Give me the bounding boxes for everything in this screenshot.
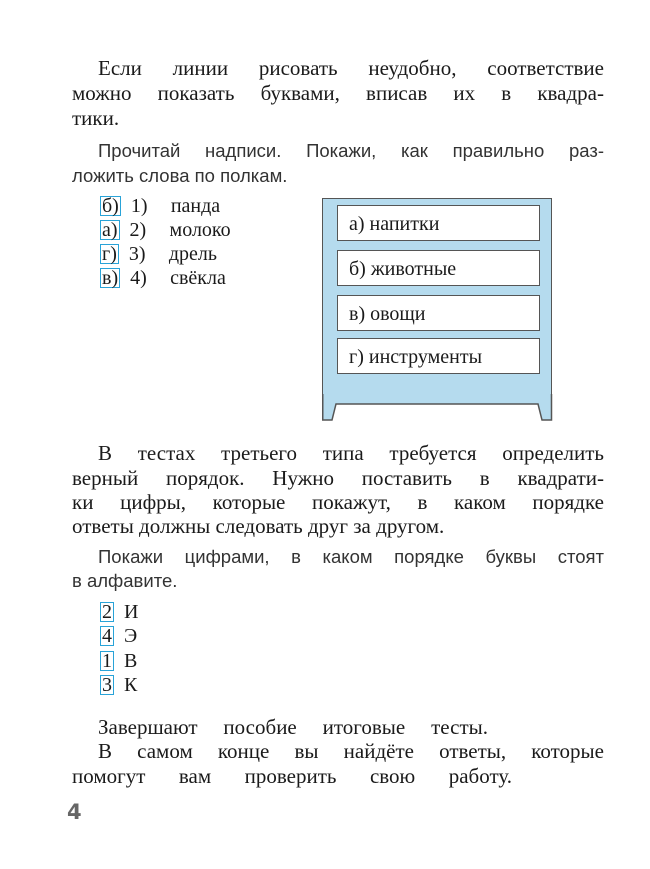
match-item — [100, 267, 226, 289]
answer-box[interactable]: 4 — [102, 625, 112, 647]
match-item — [100, 219, 231, 241]
text-line: помогут вам проверить свою работу. — [72, 764, 512, 788]
answer-box[interactable]: 1 — [102, 650, 112, 672]
text-line: В самом конце вы найдёте ответы, которые — [98, 739, 604, 763]
shelf-animals: б) животные — [337, 250, 540, 286]
letter: Э — [124, 625, 138, 647]
answer-box[interactable]: б) — [102, 195, 119, 217]
answer-box[interactable]: 2 — [102, 601, 112, 623]
item-number: 1) — [130, 195, 148, 217]
shelf-vegetables: в) овощи — [337, 295, 540, 331]
text-line: можно показать буквами, вписав их в квадра- — [72, 81, 604, 105]
answer-box[interactable]: г) — [102, 243, 117, 265]
item-word: панда — [170, 195, 221, 217]
text-line: Если линии рисовать неудобно, соответствие — [98, 56, 604, 80]
text-line: ответы должны следовать друг за другом. — [72, 514, 445, 538]
text-line: В тестах третьего типа требуется определить — [98, 441, 604, 465]
answer-box[interactable]: в) — [102, 267, 119, 289]
shelf-drinks: а) напитки — [337, 205, 540, 241]
item-word: свёкла — [170, 267, 226, 289]
item-number: 4) — [130, 267, 147, 289]
text-line: тики. — [72, 106, 120, 130]
order-item — [100, 650, 137, 672]
item-word: молоко — [169, 219, 231, 241]
order-item — [100, 625, 137, 647]
task-line: Прочитай надписи. Покажи, как правильно раз- — [98, 140, 604, 161]
task-line: в алфавите. — [72, 570, 178, 591]
page-number: 4 — [67, 800, 82, 824]
item-number: 3) — [128, 243, 146, 265]
text-line: Завершают пособие итоговые тесты. — [98, 715, 488, 739]
task-line: Покажи цифрами, в каком порядке буквы стоят — [98, 546, 604, 567]
item-number: 2) — [129, 219, 147, 241]
answer-box[interactable]: 3 — [102, 674, 112, 696]
item-word: дрель — [168, 243, 218, 265]
order-item — [100, 601, 138, 623]
shelf-tools: г) инструменты — [337, 338, 540, 374]
letter: В — [124, 650, 138, 672]
match-item — [100, 195, 220, 217]
text-line: верный порядок. Нужно поставить в квадрати- — [72, 466, 604, 490]
letter: К — [124, 674, 138, 696]
match-item — [100, 243, 217, 265]
cabinet-feet — [322, 394, 553, 422]
text-line: ки цифры, которые покажут, в каком порядке — [72, 490, 604, 514]
answer-box[interactable]: а) — [102, 219, 118, 241]
task-line: ложить слова по полкам. — [72, 165, 288, 186]
letter: И — [124, 601, 139, 623]
order-item — [100, 674, 137, 696]
